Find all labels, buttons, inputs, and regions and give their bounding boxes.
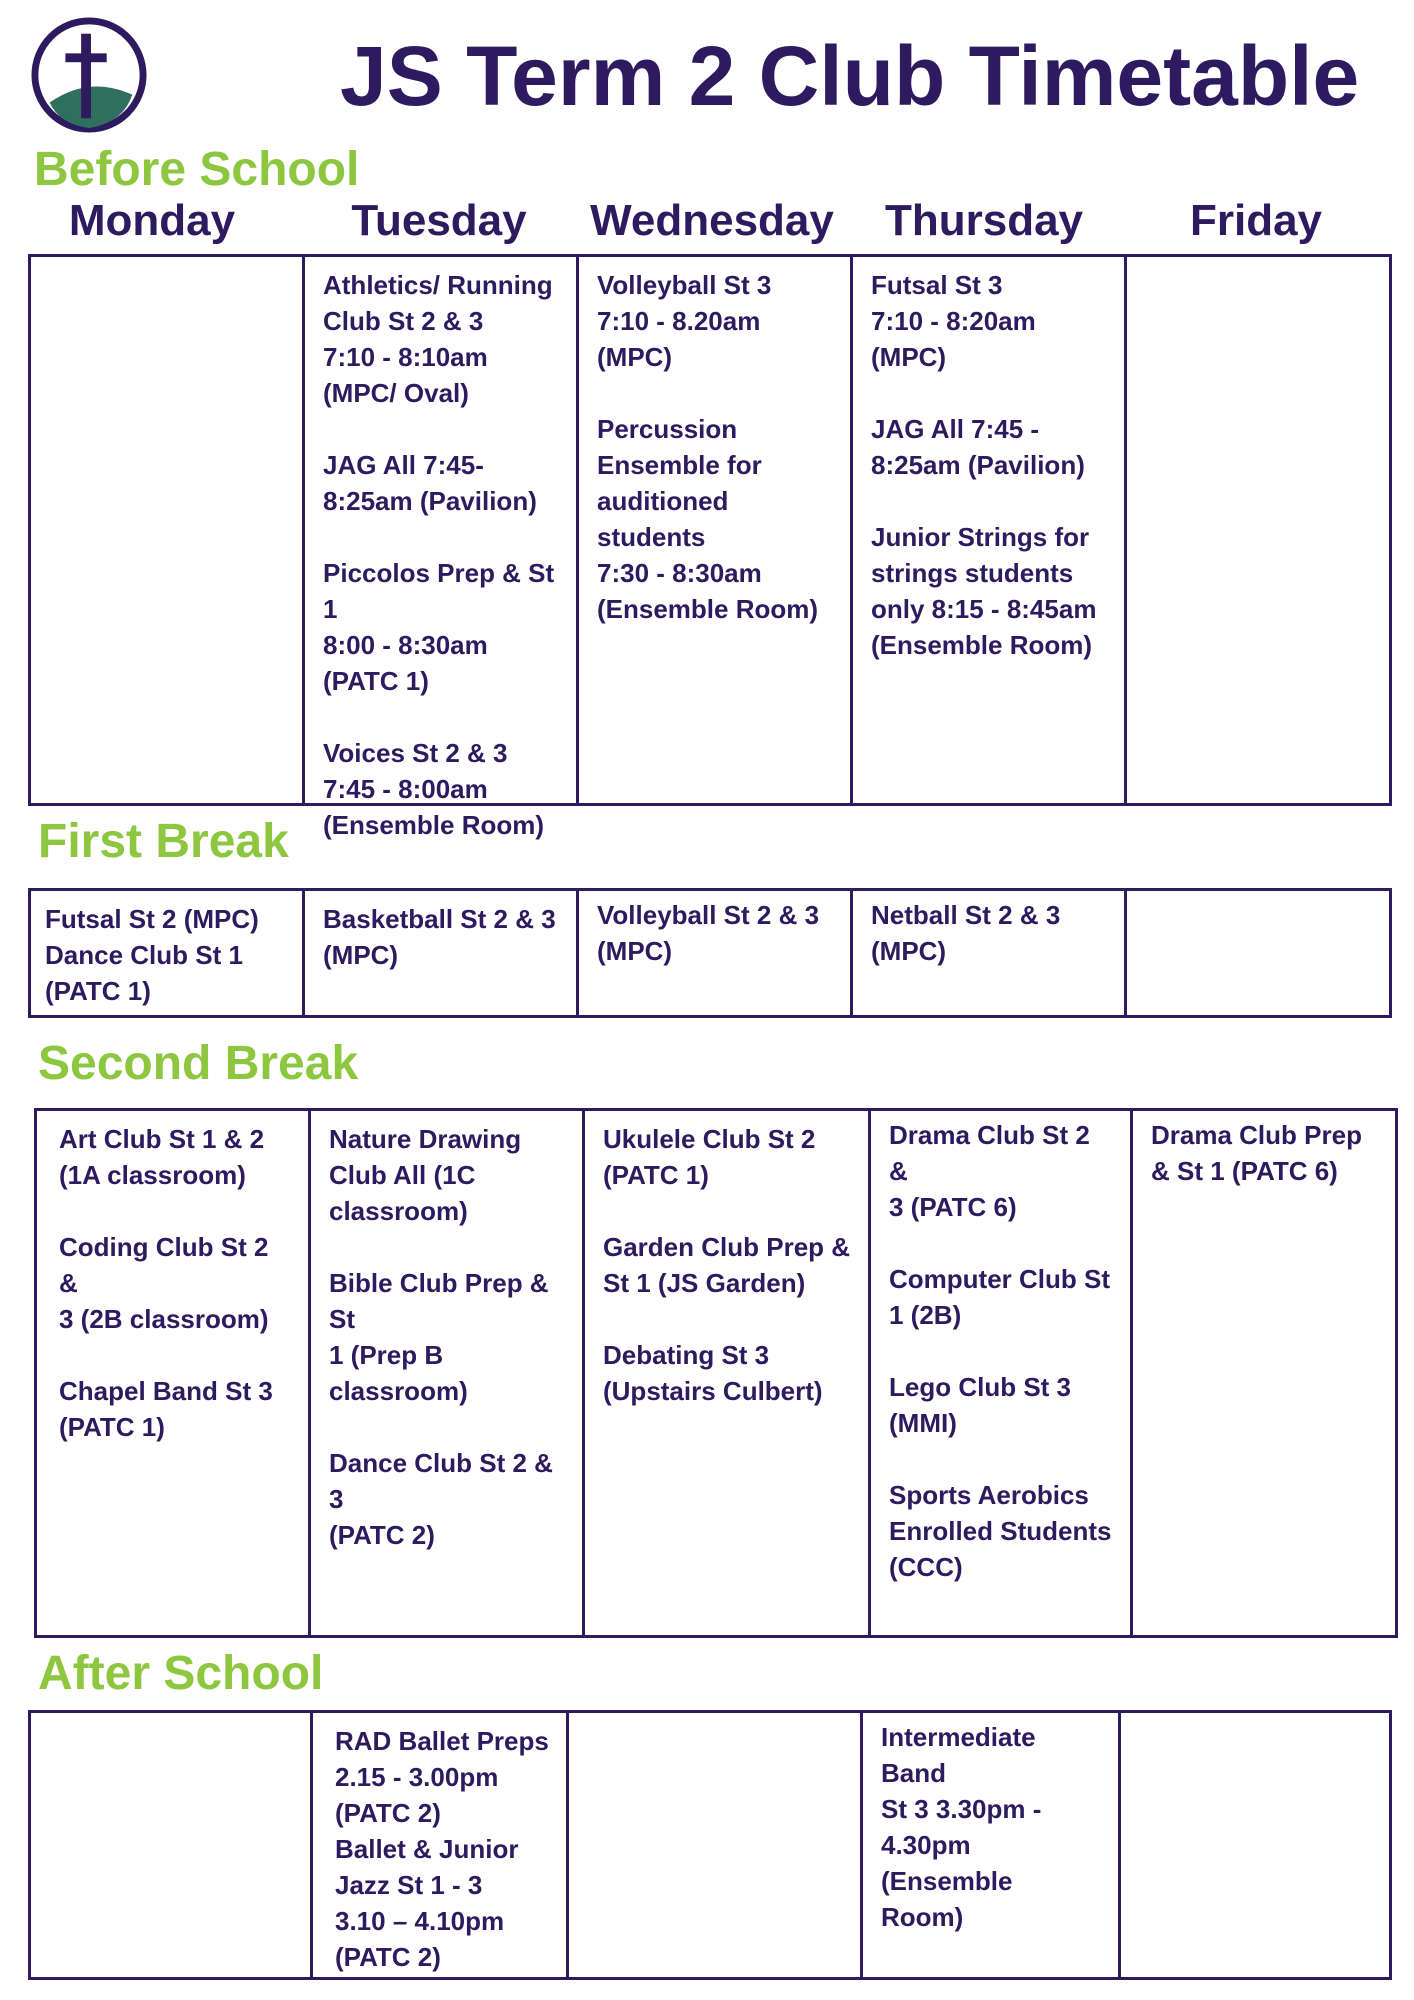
after-school-cell-tuesday bbox=[313, 1713, 569, 1977]
club-entry: Bible Club Prep & St 1 (Prep B classroom) bbox=[329, 1268, 549, 1406]
after-school-table bbox=[28, 1710, 1392, 1980]
club-entry: Lego Club St 3 (MMI) bbox=[889, 1372, 1071, 1438]
club-entry: Dance Club St 1 (PATC 1) bbox=[45, 940, 243, 1006]
club-entry: Computer Club St 1 (2B) bbox=[889, 1264, 1110, 1330]
first-break-cell-tuesday bbox=[305, 891, 579, 1015]
club-entry: Ukulele Club St 2 (PATC 1) bbox=[603, 1124, 816, 1190]
before-school-cell-friday bbox=[1127, 257, 1389, 803]
before-school-cell-wednesday bbox=[579, 257, 853, 803]
club-entry: Athletics/ Running Club St 2 & 3 7:10 - 8:10am (MPC/ Oval) bbox=[323, 270, 553, 408]
first-break-cell-monday bbox=[31, 891, 305, 1015]
club-entry: Percussion Ensemble for auditioned students 7:30 - 8:30am (Ensemble Room) bbox=[597, 414, 819, 624]
club-entry: RAD Ballet Preps 2.15 - 3.00pm (PATC 2) bbox=[335, 1726, 549, 1828]
club-entry: Volleyball St 3 7:10 - 8.20am (MPC) bbox=[597, 270, 772, 372]
first-break-table bbox=[28, 888, 1392, 1018]
club-entry: Futsal St 2 (MPC) bbox=[45, 904, 259, 934]
after-school-cell-monday bbox=[31, 1713, 313, 1977]
club-entry: Art Club St 1 & 2 (1A classroom) bbox=[59, 1124, 265, 1190]
section-label-first-break: First Break bbox=[38, 815, 289, 868]
second-break-cell-monday bbox=[37, 1111, 311, 1635]
club-entry: Drama Club St 2 & 3 (PATC 6) bbox=[889, 1120, 1090, 1222]
before-school-cell-thursday bbox=[853, 257, 1127, 803]
club-entry: Futsal St 3 7:10 - 8:20am (MPC) bbox=[871, 270, 1036, 372]
club-entry: Ballet & Junior Jazz St 1 - 3 3.10 – 4.10pm (PATC 2) bbox=[335, 1834, 519, 1972]
day-header-wednesday: Wednesday bbox=[590, 196, 834, 245]
club-entry: Voices St 2 & 3 7:45 - 8:00am (Ensemble Room) bbox=[323, 738, 545, 840]
club-entry: Basketball St 2 & 3 (MPC) bbox=[323, 904, 556, 970]
after-school-cell-thursday bbox=[863, 1713, 1121, 1977]
club-entry: Junior Strings for strings students only 8:15 - 8:45am (Ensemble Room) bbox=[871, 522, 1097, 660]
before-school-table bbox=[28, 254, 1392, 840]
club-entry: Garden Club Prep & St 1 (JS Garden) bbox=[603, 1232, 851, 1298]
day-header-tuesday: Tuesday bbox=[351, 196, 527, 245]
first-break-cell-friday bbox=[1127, 891, 1389, 1015]
before-school-cell-tuesday bbox=[305, 257, 579, 840]
club-entry: Netball St 2 & 3 (MPC) bbox=[871, 900, 1061, 966]
club-entry: JAG All 7:45- 8:25am (Pavilion) bbox=[323, 450, 537, 516]
second-break-cell-wednesday bbox=[585, 1111, 871, 1635]
section-label-after-school: After School bbox=[38, 1647, 324, 1700]
club-entry: Debating St 3 (Upstairs Culbert) bbox=[603, 1340, 823, 1406]
second-break-cell-tuesday bbox=[311, 1111, 585, 1635]
club-entry: Sports Aerobics Enrolled Students (CCC) bbox=[889, 1480, 1112, 1582]
day-header-thursday: Thursday bbox=[884, 196, 1084, 245]
second-break-cell-thursday bbox=[871, 1111, 1133, 1635]
club-entry: Coding Club St 2 & 3 (2B classroom) bbox=[59, 1232, 269, 1334]
section-label-before-school: Before School bbox=[34, 143, 360, 196]
club-entry: Volleyball St 2 & 3 (MPC) bbox=[597, 900, 820, 966]
club-entry: Drama Club Prep & St 1 (PATC 6) bbox=[1151, 1120, 1362, 1186]
before-school-cell-monday bbox=[31, 257, 305, 803]
school-crest-icon bbox=[30, 16, 148, 134]
club-entry: Piccolos Prep & St 1 8:00 - 8:30am (PATC 1) bbox=[323, 558, 555, 696]
first-break-cell-wednesday bbox=[579, 891, 853, 1015]
club-entry: Chapel Band St 3 (PATC 1) bbox=[59, 1376, 273, 1442]
day-header-monday: Monday bbox=[68, 196, 236, 245]
club-entry: Nature Drawing Club All (1C classroom) bbox=[329, 1124, 522, 1226]
second-break-cell-friday bbox=[1133, 1111, 1395, 1635]
club-entry: Intermediate Band St 3 3.30pm - 4.30pm (Ensemble Room) bbox=[881, 1722, 1042, 1932]
club-entry: Dance Club St 2 & 3 (PATC 2) bbox=[329, 1448, 553, 1550]
after-school-cell-wednesday bbox=[569, 1713, 863, 1977]
first-break-cell-thursday bbox=[853, 891, 1127, 1015]
page-title: JS Term 2 Club Timetable bbox=[340, 29, 1360, 123]
club-entry: JAG All 7:45 - 8:25am (Pavilion) bbox=[871, 414, 1085, 480]
day-header-friday: Friday bbox=[1189, 196, 1323, 245]
after-school-cell-friday bbox=[1121, 1713, 1389, 1977]
second-break-table bbox=[34, 1108, 1398, 1638]
section-label-second-break: Second Break bbox=[38, 1037, 359, 1090]
